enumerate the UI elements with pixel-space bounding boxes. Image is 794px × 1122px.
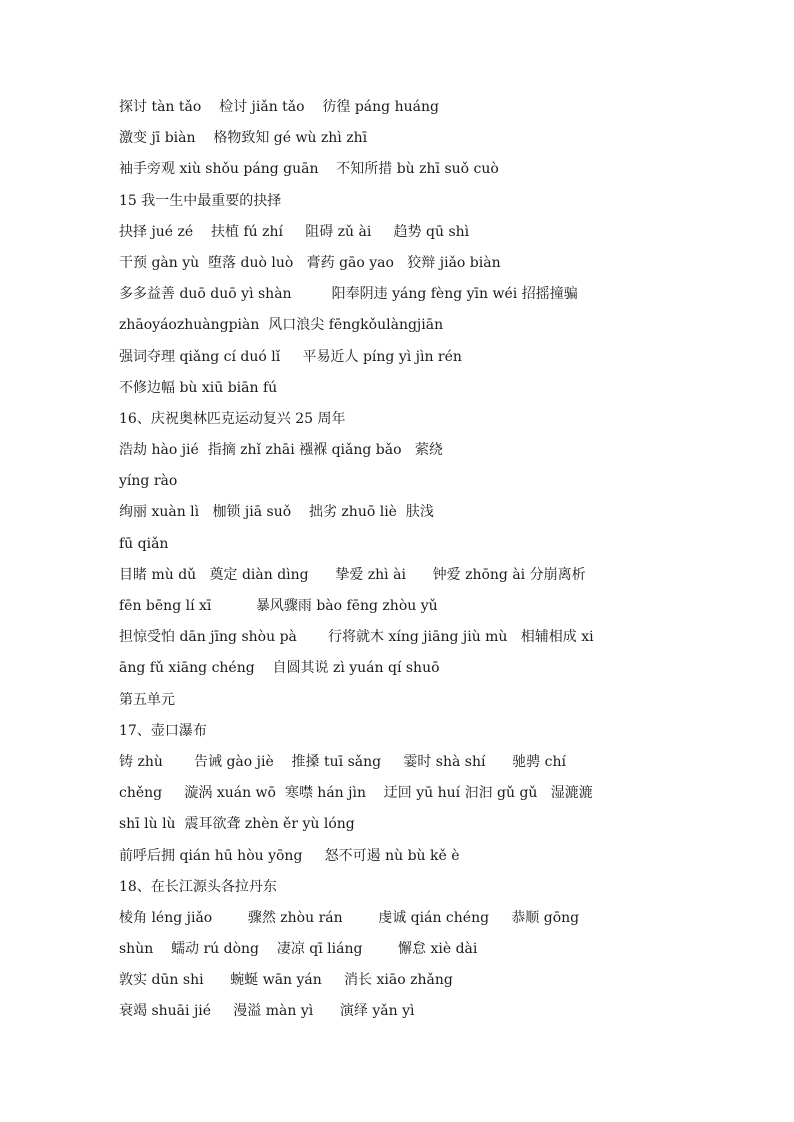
text-line: fū qiǎn bbox=[119, 535, 169, 552]
text-line: shī lù lù 震耳欲聋 zhèn ěr yù lóng bbox=[119, 816, 355, 833]
text-line: 袖手旁观 xiù shǒu páng guān 不知所措 bù zhī suǒ cuò bbox=[119, 161, 499, 178]
text-line: fēn bēng lí xī 暴风骤雨 bào fēng zhòu yǔ bbox=[119, 598, 438, 614]
text-line: 浩劫 hào jié 指摘 zhǐ zhāi 襁褓 qiǎng bǎo 萦绕 bbox=[119, 442, 443, 459]
unit-heading: 第五单元 bbox=[119, 691, 175, 708]
lesson-heading: 15 我一生中最重要的抉择 bbox=[119, 192, 282, 209]
lesson-heading: 16、庆祝奥林匹克运动复兴 25 周年 bbox=[119, 410, 346, 427]
text-line: shùn 蠕动 rú dòng 凄凉 qī liáng 懈怠 xiè dài bbox=[119, 941, 478, 958]
lesson-heading: 17、壶口瀑布 bbox=[119, 722, 207, 739]
text-line: 绚丽 xuàn lì 枷锁 jiā suǒ 拙劣 zhuō liè 肤浅 bbox=[119, 504, 434, 521]
text-line: 衰竭 shuāi jié 漫溢 màn yì 演绎 yǎn yì bbox=[119, 1003, 415, 1020]
text-line: 多多益善 duō duō yì shàn 阳奉阴违 yáng fèng yīn wéi 招摇撞骗 bbox=[119, 286, 578, 303]
text-line: yíng rào bbox=[119, 473, 178, 490]
text-line: 干预 gàn yù 堕落 duò luò 膏药 gāo yao 狡辩 jiǎo biàn bbox=[119, 254, 501, 271]
text-line: 敦实 dūn shi 蜿蜒 wān yán 消长 xiāo zhǎng bbox=[119, 972, 453, 989]
text-line: 强词夺理 qiǎng cí duó lǐ 平易近人 píng yì jìn rén bbox=[119, 348, 462, 365]
text-line: 探讨 tàn tǎo 检讨 jiǎn tǎo 彷徨 páng huáng bbox=[119, 99, 439, 115]
text-line: zhāoyáozhuàngpiàn 风口浪尖 fēngkǒulàngjiān bbox=[119, 317, 444, 334]
vocabulary-list bbox=[119, 92, 679, 1028]
text-line: chěng 漩涡 xuán wō 寒噤 hán jìn 迂回 yū huí 汩汩 gǔ gǔ 湿漉漉 bbox=[119, 785, 593, 802]
text-line: 铸 zhù 告诫 gào jiè 推搡 tuī sǎng 霎时 shà shí 驰骋 chí bbox=[119, 753, 566, 770]
text-line: āng fǔ xiāng chéng 自圆其说 zì yuán qí shuō bbox=[119, 660, 440, 677]
text-line: 担惊受怕 dān jīng shòu pà 行将就木 xíng jiāng jiù mù 相辅相成 xi bbox=[119, 629, 594, 646]
text-line: 不修边幅 bù xiū biān fú bbox=[119, 379, 278, 396]
text-line: 前呼后拥 qián hū hòu yōng 怒不可遏 nù bù kě è bbox=[119, 847, 460, 864]
text-line: 目睹 mù dǔ 奠定 diàn dìng 挚爱 zhì ài 钟爱 zhōng ài 分崩离析 bbox=[119, 566, 586, 583]
text-line: 棱角 léng jiǎo 骤然 zhòu rán 虔诚 qián chéng 恭顺 gōng bbox=[119, 909, 580, 926]
text-line: 激变 jī biàn 格物致知 gé wù zhì zhī bbox=[119, 130, 368, 147]
text-line: 抉择 jué zé 扶植 fú zhí 阻碍 zǔ ài 趋势 qū shì bbox=[119, 223, 470, 240]
lesson-heading: 18、在长江源头各拉丹东 bbox=[119, 878, 277, 895]
